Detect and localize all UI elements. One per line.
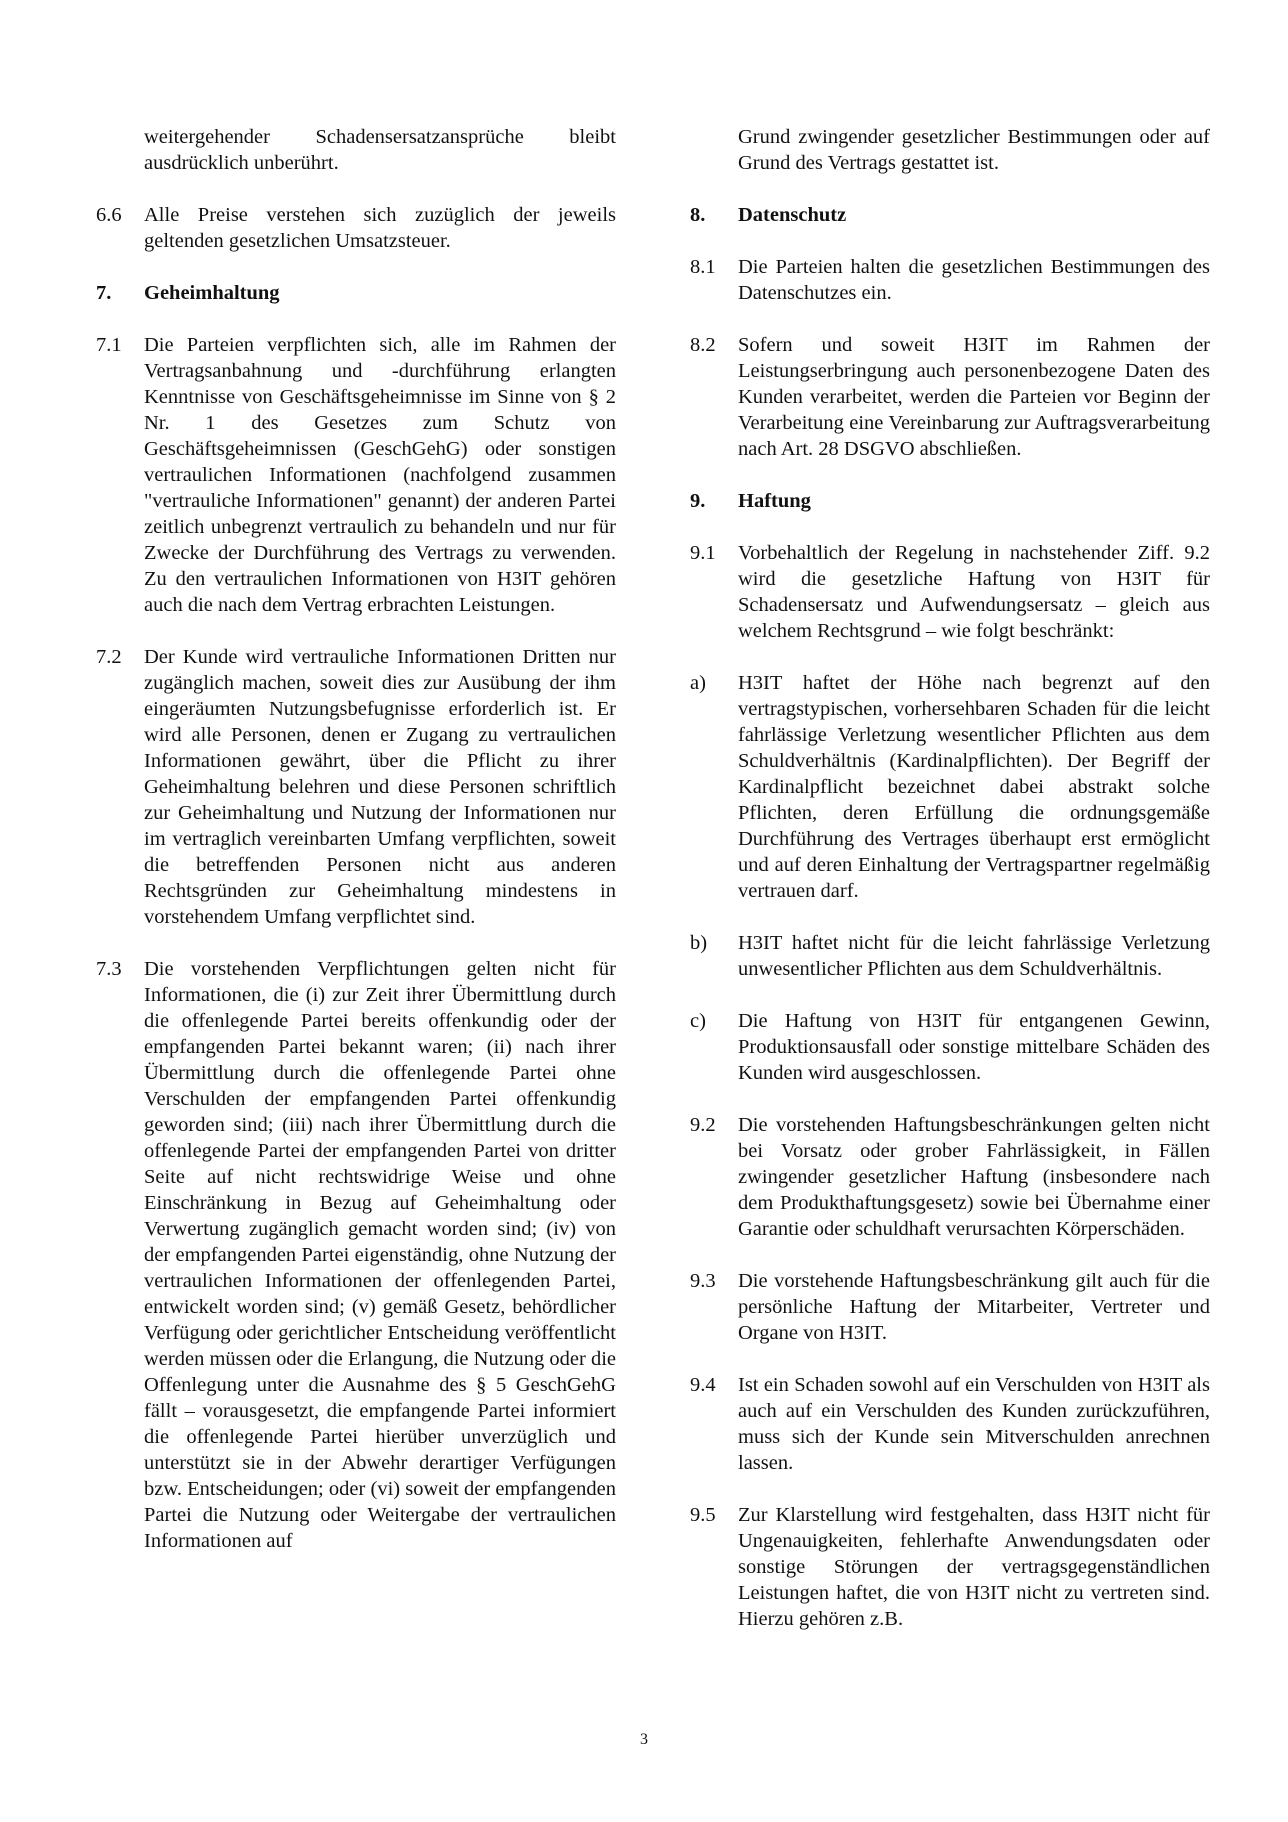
page-number: 3 (640, 1731, 648, 1748)
clause-number: 9.1 (690, 542, 716, 564)
clause-text: Sofern und soweit H3IT im Rahmen der Leistungserbringung auch personenbezogene Daten des Kunden verarbeitet, werden die Parteien vor Beginn der Verarbeitung eine Vereinbarung zur Auftragsverarbeitung nach Art. 28 DSGVO abschließen. (738, 334, 1210, 460)
clause-number: b) (690, 932, 708, 954)
section-heading (690, 202, 1210, 228)
clause-number: 8.2 (690, 334, 716, 356)
clause-text: Die Parteien halten die gesetzlichen Bestimmungen des Datenschutzes ein. (738, 256, 1210, 304)
clause-text: weitergehender Schadensersatzansprüche bleibt ausdrücklich unberührt. (144, 126, 616, 174)
clause-number: 9.5 (690, 1504, 716, 1526)
section-heading (690, 488, 1210, 514)
clause (690, 1112, 1210, 1242)
clause-number: a) (690, 672, 706, 694)
clause-text: Grund zwingender gesetzlicher Bestimmungen oder auf Grund des Vertrags gestattet ist. (738, 126, 1210, 174)
clause (690, 254, 1210, 306)
clause (96, 202, 616, 254)
clause-text: Die Haftung von H3IT für entgangenen Gewinn, Produktionsausfall oder sonstige mittelbare Schäden des Kunden wird ausgeschlossen. (738, 1010, 1210, 1084)
right-column (690, 124, 1210, 1658)
clause-number: 9.2 (690, 1114, 716, 1136)
clause-text: Zur Klarstellung wird festgehalten, dass H3IT nicht für Ungenauigkeiten, fehlerhafte Anwendungsdaten oder sonstige Störungen der vertragsgegenständlichen Leistungen haftet, die von H3IT nicht zu vertreten sind. Hierzu gehören z.B. (738, 1504, 1210, 1630)
clause (690, 124, 1210, 176)
clause-number: 8.1 (690, 256, 716, 278)
section-heading (96, 280, 616, 306)
clause (690, 1372, 1210, 1476)
section-title: Geheimhaltung (144, 282, 280, 304)
section-title: Datenschutz (738, 204, 847, 226)
clause-number: 9.4 (690, 1374, 716, 1396)
clause (96, 644, 616, 930)
clause-text: Die vorstehende Haftungsbeschränkung gilt auch für die persönliche Haftung der Mitarbeiter, Vertreter und Organe von H3IT. (738, 1270, 1210, 1344)
clause-number: 7.1 (96, 334, 122, 356)
clause-number: 7. (96, 282, 112, 304)
clause-text: Vorbehaltlich der Regelung in nachstehender Ziff. 9.2 wird die gesetzliche Haftung von H3IT für Schadensersatz und Aufwendungsersatz – gleich aus welchem Rechtsgrund – wie folgt beschränkt: (738, 542, 1210, 642)
clause (690, 540, 1210, 644)
clause (96, 124, 616, 176)
clause-text: Die vorstehenden Haftungsbeschränkungen gelten nicht bei Vorsatz oder grober Fahrlässigkeit, in Fällen zwingender gesetzlicher Haftung (insbesondere nach dem Produkthaftungsgesetz) sowie bei Übernahme einer Garantie oder schuldhaft verursachten Körperschäden. (738, 1114, 1210, 1240)
section-title: Haftung (738, 490, 811, 512)
clause (690, 670, 1210, 904)
clause-number: c) (690, 1010, 706, 1032)
clause-text: H3IT haftet der Höhe nach begrenzt auf den vertragstypischen, vorhersehbaren Schaden für die leicht fahrlässige Verletzung wesentlicher Pflichten aus dem Schuldverhältnis (Kardinalpflichten). Der Begriff der Kardinalpflicht bezeichnet dabei abstrakt solche Pflichten, deren Erfüllung die ordnungsgemäße Durchführung des Vertrages überhaupt erst ermöglicht und auf deren Einhaltung der Vertragspartner regelmäßig vertrauen darf. (738, 672, 1210, 902)
clause-text: Der Kunde wird vertrauliche Informationen Dritten nur zugänglich machen, soweit dies zur Ausübung der ihm eingeräumten Nutzungsbefugnisse erforderlich ist. Er wird alle Personen, denen er Zugang zu vertraulichen Informationen gewährt, über die Pflicht zu ihrer Geheimhaltung belehren und diese Personen schriftlich zur Geheimhaltung und Nutzung der Informationen nur im vertraglich vereinbarten Umfang verpflichten, soweit die betreffenden Personen nicht aus anderen Rechtsgründen zur Geheimhaltung mindestens in vorstehendem Umfang verpflichtet sind. (144, 646, 616, 928)
clause (690, 1268, 1210, 1346)
clause-number: 7.3 (96, 958, 122, 980)
clause-text: Ist ein Schaden sowohl auf ein Verschulden von H3IT als auch auf ein Verschulden des Kunden zurückzuführen, muss sich der Kunde sein Mitverschulden anrechnen lassen. (738, 1374, 1210, 1474)
clause-text: Alle Preise verstehen sich zuzüglich der jeweils geltenden gesetzlichen Umsatzsteuer. (144, 204, 616, 252)
clause-text: H3IT haftet nicht für die leicht fahrlässige Verletzung unwesentlicher Pflichten aus dem Schuldverhältnis. (738, 932, 1210, 980)
left-column (96, 124, 616, 1580)
clause-number: 7.2 (96, 646, 122, 668)
clause (96, 956, 616, 1554)
clause-text: Die vorstehenden Verpflichtungen gelten nicht für Informationen, die (i) zur Zeit ihrer Übermittlung durch die offenlegende Partei bereits offenkundig oder der empfangenden Partei bekannt waren; (ii) nach ihrer Übermittlung durch die offenlegende Partei ohne Verschulden der empfangenden Partei offenkundig geworden sind; (iii) nach ihrer Übermittlung durch die offenlegende Partei der empfangenden Partei von dritter Seite auf nicht rechtswidrige Weise und ohne Einschränkung in Bezug auf Geheimhaltung oder Verwertung zugänglich gemacht worden sind; (iv) von der empfangenden Partei eigenständig, ohne Nutzung der vertraulichen Informationen der offenlegenden Partei, entwickelt worden sind; (v) gemäß Gesetz, behördlicher Verfügung oder gerichtlicher Entscheidung veröffentlicht werden müssen oder die Erlangung, die Nutzung oder die Offenlegung unter die Ausnahme des § 5 GeschGehG fällt – vorausgesetzt, die empfangende Partei informiert die offenlegende Partei hierüber unverzüglich und unterstützt sie in der Abwehr derartiger Verfügungen bzw. Entscheidungen; oder (vi) soweit der empfangenden Partei die Nutzung oder Weitergabe der vertraulichen Informationen auf (144, 958, 616, 1552)
clause (96, 332, 616, 618)
clause-number: 6.6 (96, 204, 122, 226)
clause (690, 1502, 1210, 1632)
clause-text: Die Parteien verpflichten sich, alle im Rahmen der Vertragsanbahnung und -durchführung erlangten Kenntnisse von Geschäftsgeheimnisse im Sinne von § 2 Nr. 1 des Gesetzes zum Schutz von Geschäftsgeheimnissen (GeschGehG) oder sonstigen vertraulichen Informationen (nachfolgend zusammen "vertrauliche Informationen" genannt) der anderen Partei zeitlich unbegrenzt vertraulich zu behandeln und nur für Zwecke der Durchführung des Vertrags zu verwenden. Zu den vertraulichen Informationen von H3IT gehören auch die nach dem Vertrag erbrachten Leistungen. (144, 334, 616, 616)
clause (690, 332, 1210, 462)
clause (690, 1008, 1210, 1086)
clause-number: 9.3 (690, 1270, 716, 1292)
clause-number: 8. (690, 204, 706, 226)
clause (690, 930, 1210, 982)
clause-number: 9. (690, 490, 706, 512)
